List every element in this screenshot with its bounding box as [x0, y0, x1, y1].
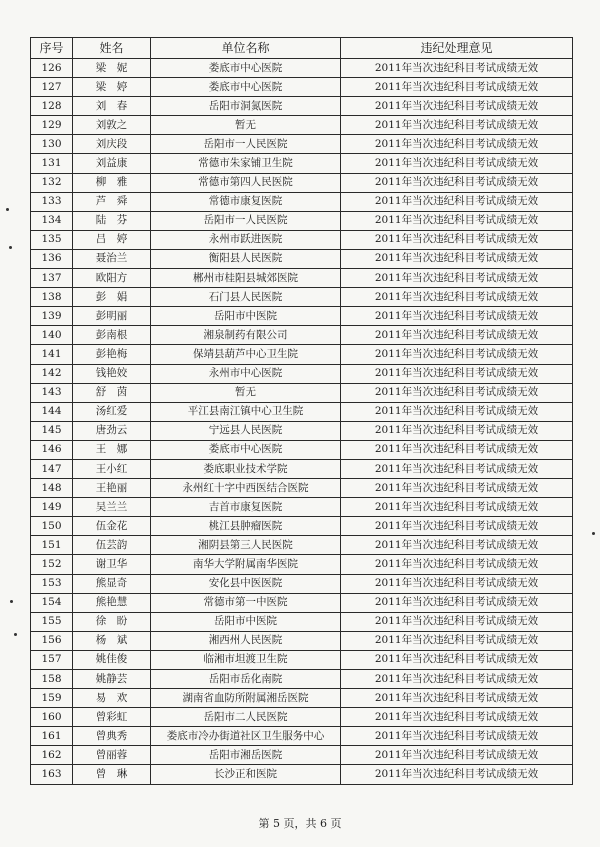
cell-opinion: 2011年当次违纪科目考试成绩无效 — [341, 135, 573, 154]
cell-seq: 151 — [31, 536, 73, 555]
cell-name: 舒 茵 — [73, 383, 151, 402]
cell-seq: 161 — [31, 727, 73, 746]
table-row — [31, 612, 573, 631]
cell-opinion: 2011年当次违纪科目考试成绩无效 — [341, 517, 573, 536]
table-row — [31, 59, 573, 78]
cell-unit: 宁远县人民医院 — [151, 421, 341, 440]
header-seq: 序号 — [31, 38, 73, 59]
cell-seq: 153 — [31, 574, 73, 593]
cell-unit: 岳阳市湘岳医院 — [151, 746, 341, 765]
cell-seq: 138 — [31, 288, 73, 307]
table-row — [31, 746, 573, 765]
cell-name: 彭明丽 — [73, 307, 151, 326]
cell-unit: 湖南省血防所附属湘岳医院 — [151, 689, 341, 708]
cell-seq: 133 — [31, 192, 73, 211]
table-row — [31, 173, 573, 192]
cell-unit: 常德市第一中医院 — [151, 593, 341, 612]
table-row — [31, 269, 573, 288]
cell-name: 聂治兰 — [73, 249, 151, 268]
cell-seq: 146 — [31, 440, 73, 459]
cell-name: 熊艳慧 — [73, 593, 151, 612]
table-row — [31, 78, 573, 97]
table-row — [31, 154, 573, 173]
cell-unit: 岳阳市一人民医院 — [151, 211, 341, 230]
table-row — [31, 727, 573, 746]
cell-name: 刘益康 — [73, 154, 151, 173]
cell-name: 芦 舜 — [73, 192, 151, 211]
table-row — [31, 249, 573, 268]
cell-name: 曾丽蓉 — [73, 746, 151, 765]
cell-unit: 岳阳市一人民医院 — [151, 135, 341, 154]
cell-opinion: 2011年当次违纪科目考试成绩无效 — [341, 326, 573, 345]
table-header-row — [31, 38, 573, 59]
cell-opinion: 2011年当次违纪科目考试成绩无效 — [341, 440, 573, 459]
table-row — [31, 670, 573, 689]
table-row — [31, 230, 573, 249]
violation-table — [30, 37, 573, 785]
cell-name: 彭 娟 — [73, 288, 151, 307]
cell-name: 吕 婷 — [73, 230, 151, 249]
cell-name: 曾 琳 — [73, 765, 151, 784]
table-row — [31, 211, 573, 230]
cell-seq: 162 — [31, 746, 73, 765]
cell-opinion: 2011年当次违纪科目考试成绩无效 — [341, 479, 573, 498]
cell-name: 欧阳方 — [73, 269, 151, 288]
cell-name: 熊显奇 — [73, 574, 151, 593]
cell-seq: 158 — [31, 670, 73, 689]
cell-seq: 136 — [31, 249, 73, 268]
cell-name: 刘庆段 — [73, 135, 151, 154]
cell-opinion: 2011年当次违纪科目考试成绩无效 — [341, 383, 573, 402]
table-row — [31, 192, 573, 211]
cell-unit: 桃江县肿瘤医院 — [151, 517, 341, 536]
cell-unit: 湘泉制药有限公司 — [151, 326, 341, 345]
table-row — [31, 574, 573, 593]
cell-opinion: 2011年当次违纪科目考试成绩无效 — [341, 345, 573, 364]
cell-name: 杨 斌 — [73, 631, 151, 650]
cell-unit: 永州市中心医院 — [151, 364, 341, 383]
cell-opinion: 2011年当次违纪科目考试成绩无效 — [341, 154, 573, 173]
cell-unit: 永州红十字中西医结合医院 — [151, 479, 341, 498]
cell-unit: 暂无 — [151, 116, 341, 135]
cell-unit: 常德市朱家铺卫生院 — [151, 154, 341, 173]
cell-seq: 152 — [31, 555, 73, 574]
page-number: 第 5 页，共 6 页 — [258, 817, 342, 830]
table-row — [31, 517, 573, 536]
cell-seq: 132 — [31, 173, 73, 192]
cell-name: 曾彩虹 — [73, 708, 151, 727]
table-row — [31, 555, 573, 574]
scan-speck — [6, 208, 9, 211]
cell-name: 彭南根 — [73, 326, 151, 345]
cell-opinion: 2011年当次违纪科目考试成绩无效 — [341, 97, 573, 116]
cell-name: 彭艳梅 — [73, 345, 151, 364]
cell-seq: 141 — [31, 345, 73, 364]
cell-seq: 156 — [31, 631, 73, 650]
cell-seq: 126 — [31, 59, 73, 78]
cell-name: 柳 雅 — [73, 173, 151, 192]
cell-seq: 142 — [31, 364, 73, 383]
table-body — [31, 59, 573, 785]
cell-seq: 155 — [31, 612, 73, 631]
table-row — [31, 708, 573, 727]
cell-opinion: 2011年当次违纪科目考试成绩无效 — [341, 498, 573, 517]
cell-unit: 岳阳市中医院 — [151, 612, 341, 631]
cell-seq: 154 — [31, 593, 73, 612]
header-name: 姓名 — [73, 38, 151, 59]
cell-unit: 岳阳市洞氮医院 — [151, 97, 341, 116]
cell-unit: 永州市跃进医院 — [151, 230, 341, 249]
table-row — [31, 498, 573, 517]
cell-unit: 湘阴县第三人民医院 — [151, 536, 341, 555]
table-row — [31, 383, 573, 402]
cell-name: 唐劲云 — [73, 421, 151, 440]
cell-opinion: 2011年当次违纪科目考试成绩无效 — [341, 555, 573, 574]
cell-opinion: 2011年当次违纪科目考试成绩无效 — [341, 59, 573, 78]
cell-name: 伍芸韵 — [73, 536, 151, 555]
cell-unit: 常德市康复医院 — [151, 192, 341, 211]
cell-name: 梁 妮 — [73, 59, 151, 78]
table-row — [31, 536, 573, 555]
cell-seq: 139 — [31, 307, 73, 326]
cell-opinion: 2011年当次违纪科目考试成绩无效 — [341, 211, 573, 230]
table-row — [31, 364, 573, 383]
scan-speck — [10, 600, 13, 603]
table-row — [31, 97, 573, 116]
cell-opinion: 2011年当次违纪科目考试成绩无效 — [341, 459, 573, 478]
cell-unit: 吉首市康复医院 — [151, 498, 341, 517]
cell-opinion: 2011年当次违纪科目考试成绩无效 — [341, 536, 573, 555]
cell-unit: 岳阳市岳化南院 — [151, 670, 341, 689]
cell-opinion: 2011年当次违纪科目考试成绩无效 — [341, 249, 573, 268]
cell-opinion: 2011年当次违纪科目考试成绩无效 — [341, 689, 573, 708]
table-row — [31, 765, 573, 784]
table-row — [31, 116, 573, 135]
cell-opinion: 2011年当次违纪科目考试成绩无效 — [341, 78, 573, 97]
table-row — [31, 307, 573, 326]
cell-name: 王小红 — [73, 459, 151, 478]
cell-seq: 131 — [31, 154, 73, 173]
table-row — [31, 288, 573, 307]
cell-seq: 140 — [31, 326, 73, 345]
cell-name: 曾典秀 — [73, 727, 151, 746]
cell-seq: 137 — [31, 269, 73, 288]
table-row — [31, 421, 573, 440]
cell-seq: 130 — [31, 135, 73, 154]
table-row — [31, 326, 573, 345]
cell-opinion: 2011年当次违纪科目考试成绩无效 — [341, 708, 573, 727]
cell-name: 刘敦之 — [73, 116, 151, 135]
cell-opinion: 2011年当次违纪科目考试成绩无效 — [341, 307, 573, 326]
cell-unit: 保靖县葫芦中心卫生院 — [151, 345, 341, 364]
scan-speck — [9, 246, 12, 249]
cell-opinion: 2011年当次违纪科目考试成绩无效 — [341, 269, 573, 288]
cell-unit: 郴州市桂阳县城郊医院 — [151, 269, 341, 288]
cell-unit: 娄底市冷办街道社区卫生服务中心 — [151, 727, 341, 746]
cell-seq: 144 — [31, 402, 73, 421]
cell-name: 伍金花 — [73, 517, 151, 536]
cell-unit: 娄底市中心医院 — [151, 440, 341, 459]
cell-unit: 娄底市中心医院 — [151, 78, 341, 97]
cell-unit: 岳阳市中医院 — [151, 307, 341, 326]
cell-name: 易 欢 — [73, 689, 151, 708]
cell-name: 王 娜 — [73, 440, 151, 459]
cell-seq: 149 — [31, 498, 73, 517]
cell-unit: 安化县中医医院 — [151, 574, 341, 593]
cell-unit: 南华大学附属南华医院 — [151, 555, 341, 574]
cell-unit: 临湘市坦渡卫生院 — [151, 650, 341, 669]
table-row — [31, 650, 573, 669]
cell-opinion: 2011年当次违纪科目考试成绩无效 — [341, 612, 573, 631]
cell-unit: 衡阳县人民医院 — [151, 249, 341, 268]
cell-unit: 石门县人民医院 — [151, 288, 341, 307]
cell-seq: 127 — [31, 78, 73, 97]
cell-seq: 135 — [31, 230, 73, 249]
cell-opinion: 2011年当次违纪科目考试成绩无效 — [341, 650, 573, 669]
table-row — [31, 402, 573, 421]
cell-seq: 145 — [31, 421, 73, 440]
cell-opinion: 2011年当次违纪科目考试成绩无效 — [341, 116, 573, 135]
cell-opinion: 2011年当次违纪科目考试成绩无效 — [341, 574, 573, 593]
table-row — [31, 593, 573, 612]
table-row — [31, 135, 573, 154]
cell-opinion: 2011年当次违纪科目考试成绩无效 — [341, 288, 573, 307]
cell-opinion: 2011年当次违纪科目考试成绩无效 — [341, 746, 573, 765]
cell-seq: 129 — [31, 116, 73, 135]
cell-seq: 160 — [31, 708, 73, 727]
cell-opinion: 2011年当次违纪科目考试成绩无效 — [341, 402, 573, 421]
cell-unit: 娄底市中心医院 — [151, 59, 341, 78]
cell-name: 梁 婷 — [73, 78, 151, 97]
cell-seq: 159 — [31, 689, 73, 708]
scan-speck — [14, 633, 17, 636]
header-unit: 单位名称 — [151, 38, 341, 59]
cell-name: 谢卫华 — [73, 555, 151, 574]
cell-name: 姚佳俊 — [73, 650, 151, 669]
cell-name: 王艳丽 — [73, 479, 151, 498]
cell-seq: 150 — [31, 517, 73, 536]
cell-opinion: 2011年当次违纪科目考试成绩无效 — [341, 173, 573, 192]
cell-unit: 常德市第四人民医院 — [151, 173, 341, 192]
cell-unit: 娄底职业技术学院 — [151, 459, 341, 478]
cell-seq: 148 — [31, 479, 73, 498]
cell-seq: 134 — [31, 211, 73, 230]
header-opinion: 违纪处理意见 — [341, 38, 573, 59]
table-row — [31, 631, 573, 650]
cell-opinion: 2011年当次违纪科目考试成绩无效 — [341, 421, 573, 440]
cell-opinion: 2011年当次违纪科目考试成绩无效 — [341, 364, 573, 383]
cell-seq: 147 — [31, 459, 73, 478]
scan-speck — [592, 532, 595, 535]
cell-name: 陆 芬 — [73, 211, 151, 230]
cell-opinion: 2011年当次违纪科目考试成绩无效 — [341, 192, 573, 211]
cell-name: 刘 春 — [73, 97, 151, 116]
cell-unit: 长沙正和医院 — [151, 765, 341, 784]
cell-opinion: 2011年当次违纪科目考试成绩无效 — [341, 593, 573, 612]
cell-seq: 163 — [31, 765, 73, 784]
cell-unit: 岳阳市二人民医院 — [151, 708, 341, 727]
cell-unit: 暂无 — [151, 383, 341, 402]
cell-seq: 143 — [31, 383, 73, 402]
cell-name: 钱艳姣 — [73, 364, 151, 383]
cell-name: 姚静芸 — [73, 670, 151, 689]
cell-seq: 128 — [31, 97, 73, 116]
cell-unit: 平江县南江镇中心卫生院 — [151, 402, 341, 421]
cell-opinion: 2011年当次违纪科目考试成绩无效 — [341, 727, 573, 746]
cell-name: 汤红爱 — [73, 402, 151, 421]
cell-unit: 湘西州人民医院 — [151, 631, 341, 650]
table-row — [31, 440, 573, 459]
cell-opinion: 2011年当次违纪科目考试成绩无效 — [341, 765, 573, 784]
table-row — [31, 689, 573, 708]
cell-seq: 157 — [31, 650, 73, 669]
table-row — [31, 479, 573, 498]
table-row — [31, 345, 573, 364]
cell-opinion: 2011年当次违纪科目考试成绩无效 — [341, 670, 573, 689]
table-row — [31, 459, 573, 478]
cell-name: 徐 盼 — [73, 612, 151, 631]
cell-opinion: 2011年当次违纪科目考试成绩无效 — [341, 230, 573, 249]
cell-name: 吴兰兰 — [73, 498, 151, 517]
cell-opinion: 2011年当次违纪科目考试成绩无效 — [341, 631, 573, 650]
